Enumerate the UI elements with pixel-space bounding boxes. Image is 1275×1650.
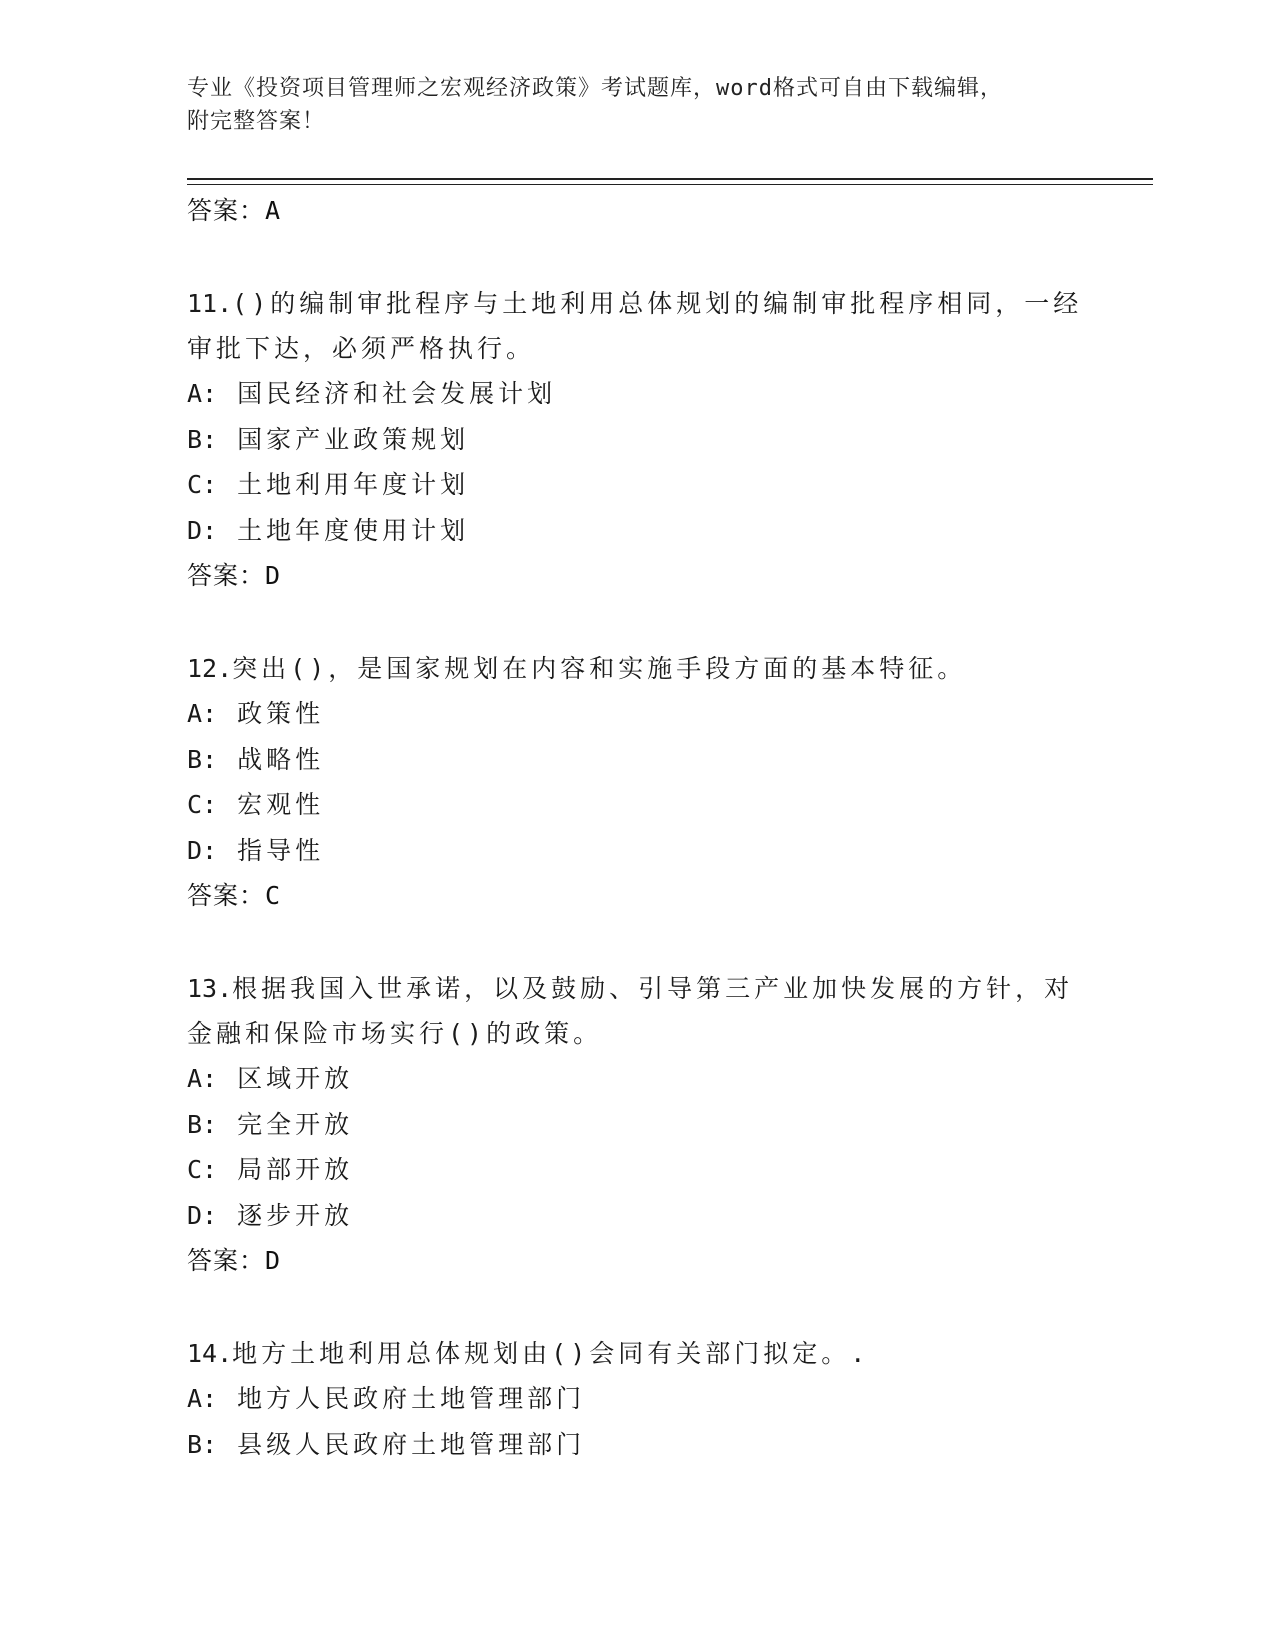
document-header (187, 72, 1087, 138)
option-text: 政策性 (237, 699, 325, 728)
option-b (187, 737, 1087, 783)
answer-value: C (265, 881, 281, 910)
option-d (187, 828, 1087, 874)
option-letter: A: (187, 1064, 218, 1093)
option-d (187, 1193, 1087, 1239)
option-letter: B: (187, 424, 218, 454)
option-b (187, 1422, 1087, 1468)
question-number: 14. (187, 1339, 233, 1368)
answer-line (187, 188, 1087, 234)
option-letter: A: (187, 699, 218, 728)
option-text: 战略性 (237, 744, 325, 774)
option-letter: D: (187, 1200, 218, 1230)
option-a (187, 1376, 1087, 1422)
question-13 (187, 966, 1087, 1284)
option-letter: C: (187, 1155, 218, 1184)
header-divider (187, 178, 1153, 185)
option-text: 宏观性 (237, 790, 325, 819)
option-a (187, 371, 1087, 417)
option-text: 国家产业政策规划 (237, 424, 470, 454)
option-letter: B: (187, 744, 218, 774)
answer-line (187, 1238, 1087, 1284)
answer-label: 答案： (187, 1246, 266, 1275)
question-stem-line-1: 地方土地利用总体规划由()会同有关部门拟定。. (232, 1339, 870, 1368)
question-stem (187, 1331, 1087, 1376)
option-b (187, 1102, 1087, 1148)
question-11 (187, 281, 1087, 599)
question-stem (187, 281, 1087, 326)
document-content (187, 188, 1087, 1467)
question-stem (187, 966, 1087, 1011)
option-letter: A: (187, 379, 218, 408)
option-text: 区域开放 (237, 1064, 354, 1093)
option-letter: B: (187, 1429, 218, 1459)
question-number: 11. (187, 289, 233, 318)
option-a (187, 691, 1087, 737)
option-d (187, 508, 1087, 554)
question-stem-line-1: ()的编制审批程序与土地利用总体规划的编制审批程序相同，一经 (232, 289, 1083, 318)
question-14 (187, 1331, 1087, 1467)
option-text: 完全开放 (237, 1109, 354, 1139)
answer-label: 答案： (187, 881, 266, 910)
answer-line (187, 873, 1087, 919)
option-b (187, 417, 1087, 463)
option-letter: B: (187, 1109, 218, 1139)
option-text: 国民经济和社会发展计划 (237, 379, 557, 408)
question-number: 12. (187, 654, 233, 683)
answer-line (187, 553, 1087, 599)
option-text: 地方人民政府土地管理部门 (237, 1384, 586, 1413)
question-stem-line-1: 根据我国入世承诺，以及鼓励、引导第三产业加快发展的方针，对 (232, 974, 1074, 1003)
option-text: 局部开放 (237, 1155, 354, 1184)
header-line-1: 专业《投资项目管理师之宏观经济政策》考试题库，word格式可自由下载编辑， (187, 76, 1003, 101)
option-a (187, 1056, 1087, 1102)
option-text: 指导性 (237, 835, 325, 865)
option-letter: D: (187, 515, 218, 545)
answer-label: 答案： (187, 561, 266, 590)
question-12 (187, 646, 1087, 919)
option-letter: A: (187, 1384, 218, 1413)
option-text: 逐步开放 (237, 1200, 354, 1230)
answer-label: 答案： (187, 196, 266, 225)
option-letter: C: (187, 470, 218, 499)
option-c (187, 782, 1087, 828)
option-text: 土地利用年度计划 (237, 470, 470, 499)
option-letter: D: (187, 835, 218, 865)
header-line-2: 附完整答案！ (187, 109, 326, 134)
option-text: 县级人民政府土地管理部门 (237, 1429, 586, 1459)
option-text: 土地年度使用计划 (237, 515, 470, 545)
answer-value: A (265, 196, 281, 225)
option-c (187, 1147, 1087, 1193)
question-stem-line-2: 金融和保险市场实行()的政策。 (187, 1019, 603, 1048)
option-c (187, 462, 1087, 508)
option-letter: C: (187, 790, 218, 819)
question-stem-line-1: 突出()，是国家规划在内容和实施手段方面的基本特征。 (232, 654, 967, 683)
question-stem (187, 646, 1087, 691)
answer-value: D (265, 561, 281, 590)
question-number: 13. (187, 974, 233, 1003)
answer-value: D (265, 1246, 281, 1275)
question-stem-line-2: 审批下达，必须严格执行。 (187, 334, 536, 363)
